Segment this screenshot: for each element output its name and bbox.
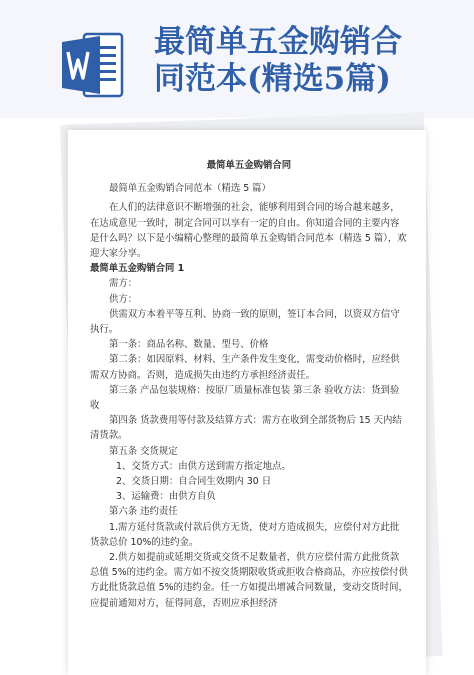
banner-title-line-2: 同范本(精选5篇): [154, 61, 391, 97]
clause-2: 第二条：如因原料、材料、生产条件发生变化，需变动价格时，应经供需双方协商。否则，造成损失由违约方承担经济责任。: [90, 354, 400, 381]
intro-paragraph: 在人们的法律意识不断增强的社会，能够利用到合同的场合越来越多，在达成意见一致时，制定合同可以享有一定的自由。你知道合同的主要内容是什么吗？以下是小编精心整理的最简单五金购销合同范本（精选 5 篇），欢迎大家分享。: [90, 202, 407, 260]
document-subtitle: 最简单五金购销合同范本（精选 5 篇）: [109, 183, 271, 195]
section-heading: 最简单五金购销合同 1: [90, 263, 185, 275]
contract-preamble: 供需双方本着平等互利、协商一致的原则，签订本合同，以资双方信守执行。: [90, 308, 400, 336]
delivery-date: 2、交货日期：自合同生效期内 30 日: [116, 476, 272, 488]
document-page: [68, 130, 426, 675]
breach-item-2: 2.供方如提前或延期交货或交货不足数量者，供方应偿付需方此批货款总值 5%的违约金。需方如不按交货期限收货或拒收合格商品，亦应按偿付供方此批货款总值 5%的违约金。任一方如提出增减合同数量，变动交货时间，应提前通知对方，征得同意，否则应承担经济: [90, 552, 408, 609]
header-banner: [0, 0, 474, 118]
delivery-method: 1、交货方式：由供方送到需方指定地点。: [116, 460, 291, 472]
shipping-cost: 3、运输费：由供方自负: [116, 491, 216, 503]
word-document-icon: [62, 32, 124, 98]
buyer-line: 需方：: [109, 278, 138, 290]
clause-5: 第五条 交货规定: [109, 445, 178, 457]
document-title: 最简单五金购销合同: [206, 160, 292, 171]
breach-item-1: 1.需方延付货款或付款后供方无货，使对方造成损失，应偿付对方此批货款总价 10%的违约金。: [90, 521, 400, 548]
clause-1: 第一条：商品名称、数量、型号、价格: [109, 339, 269, 351]
banner-title-line-1: 最简单五金购销合: [154, 24, 402, 60]
seller-line: 供方：: [109, 293, 138, 305]
clause-3: 第三条 产品包装规格：按原厂质量标准包装 第三条 验收方法：货到验收: [90, 384, 400, 412]
clause-6: 第六条 违约责任: [109, 506, 178, 518]
document-body: [90, 158, 408, 611]
clause-4: 第四条 货款费用等付款及结算方式：需方在收到全部货物后 15 天内结清货款。: [90, 415, 402, 442]
